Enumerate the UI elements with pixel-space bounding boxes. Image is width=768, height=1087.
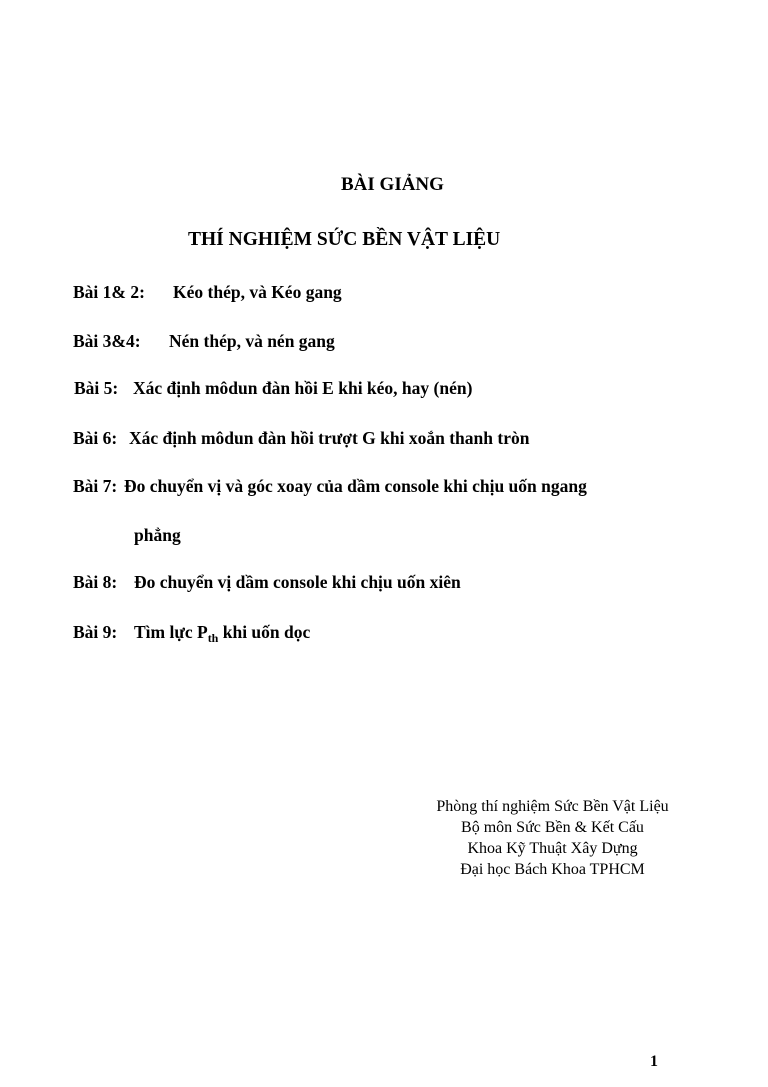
lesson-3-4 xyxy=(73,333,335,351)
lecture-title: BÀI GIẢNG xyxy=(341,174,444,195)
lesson-6 xyxy=(73,430,529,448)
lesson-text: Xác định môdun đàn hồi E khi kéo, hay (nén) xyxy=(133,378,473,398)
lesson-8 xyxy=(73,574,461,592)
lesson-7-continuation: phẳng xyxy=(134,525,181,545)
lecture-subtitle: THÍ NGHIỆM SỨC BỀN VẬT LIỆU xyxy=(188,229,501,250)
lesson-number: Bài 8: xyxy=(73,572,118,592)
lesson-text: Nén thép, và nén gang xyxy=(169,331,335,351)
footer-faculty: Khoa Kỹ Thuật Xây Dựng xyxy=(467,840,638,857)
footer-lab: Phòng thí nghiệm Sức Bền Vật Liệu xyxy=(436,798,669,815)
lesson-number: Bài 9: xyxy=(73,622,118,642)
lesson-5 xyxy=(74,380,472,398)
footer-university: Đại học Bách Khoa TPHCM xyxy=(460,861,645,878)
lesson-1-2 xyxy=(73,284,342,302)
lesson-9 xyxy=(73,622,311,645)
lesson-7 xyxy=(73,478,587,496)
lesson-text-after: khi uốn dọc xyxy=(218,622,311,642)
lesson-text: Xác định môdun đàn hồi trượt G khi xoắn thanh tròn xyxy=(129,428,530,448)
lesson-number: Bài 6: xyxy=(73,428,118,448)
lesson-text: Kéo thép, và Kéo gang xyxy=(173,282,342,302)
lesson-text: Đo chuyển vị dầm console khi chịu uốn xiên xyxy=(134,572,461,592)
lesson-text-before: Tìm lực P xyxy=(134,622,208,642)
lesson-number: Bài 1& 2: xyxy=(73,282,145,302)
page-number: 1 xyxy=(650,1053,658,1070)
lesson-text: Đo chuyển vị và góc xoay của dầm console khi chịu uốn ngang xyxy=(124,476,587,496)
lesson-number: Bài 7: xyxy=(73,476,118,496)
lesson-subscript: th xyxy=(207,631,219,645)
institution-block xyxy=(410,796,695,880)
footer-department: Bộ môn Sức Bền & Kết Cấu xyxy=(461,819,644,836)
lesson-number: Bài 5: xyxy=(74,378,119,398)
lesson-number: Bài 3&4: xyxy=(73,331,141,351)
